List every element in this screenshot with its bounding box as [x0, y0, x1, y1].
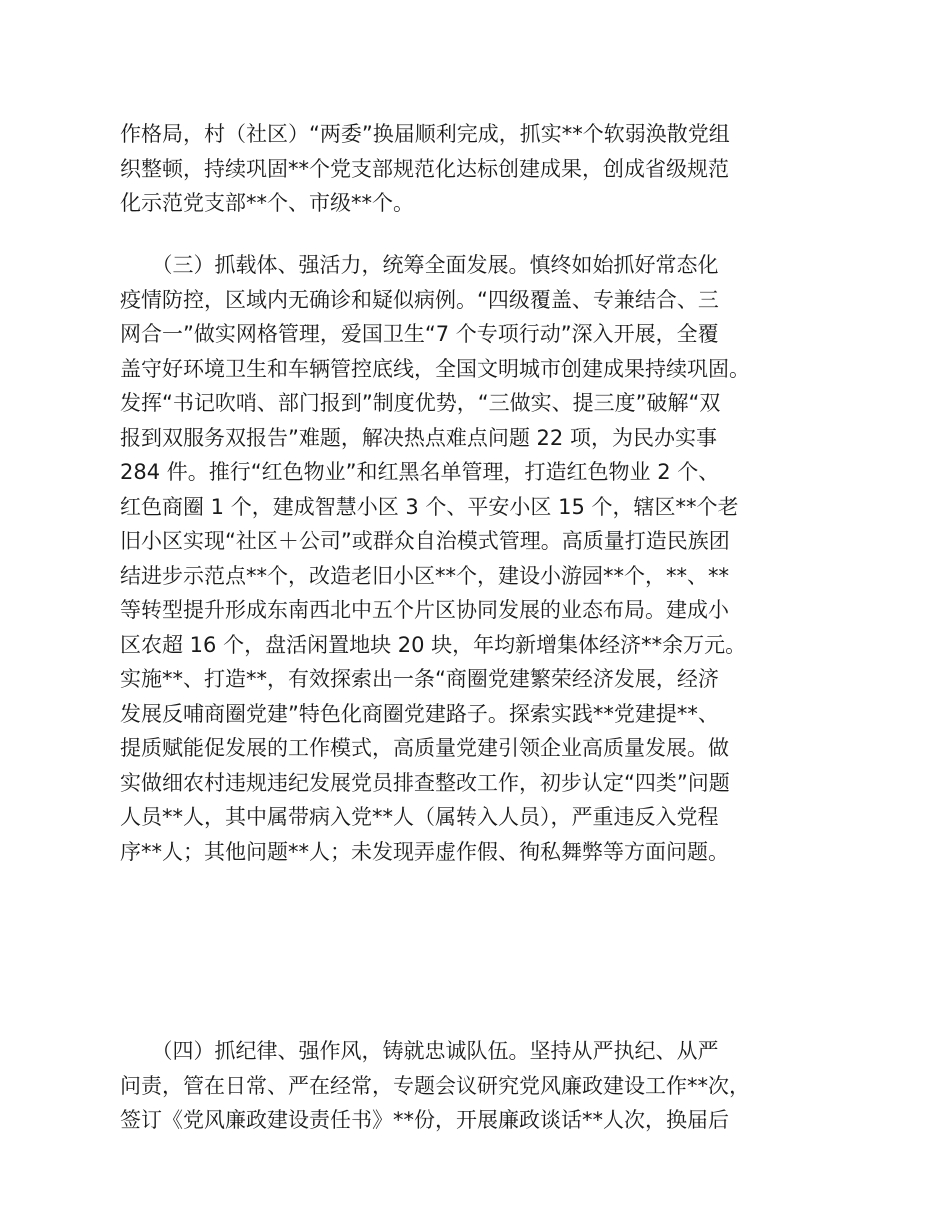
text-line: 发展反哺商圈党建”特色化商圈党建路子。探索实践**党建提**、 — [120, 701, 719, 726]
text-line: 作格局，村（社区）“两委”换届顺利完成，抓实**个软弱涣散党组 — [120, 122, 730, 146]
text-line: 红色商圈 1 个，建成智慧小区 3 个、平安小区 15 个，辖区**个老 — [120, 494, 739, 519]
paragraph-3 — [120, 1034, 862, 1138]
text-line: 区农超 16 个，盘活闲置地块 20 块，年均新增集体经济**余万元。 — [120, 632, 747, 657]
text-line: （三）抓载体、强活力，统筹全面发展。慎终如始抓好常态化 — [120, 253, 719, 277]
text-line: 实做细农村违规违纪发展党员排查整改工作，初步认定“四类”问题 — [120, 770, 730, 795]
text-line: 化示范党支部**个、市级**个。 — [120, 191, 414, 215]
text-line: 人员**人，其中属带病入党**人（属转入人员），严重违反入党程 — [120, 805, 719, 829]
text-line: 签订《党风廉政建设责任书》**份，开展廉政谈话**人次，换届后 — [120, 1108, 729, 1132]
text-line: 问责，管在日常、严在经常，专题会议研究党风廉政建设工作**次， — [120, 1073, 750, 1098]
text-line: 结进步示范点**个，改造老旧小区**个，建设小游园**个，**、** — [120, 563, 729, 588]
text-line: 旧小区实现“社区＋公司”或群众自治模式管理。高质量打造民族团 — [120, 529, 730, 553]
paragraph-1 — [120, 117, 862, 221]
paragraph-2 — [120, 248, 862, 869]
text-line: 织整顿，持续巩固**个党支部规范化达标创建成果，创成省级规范 — [120, 156, 729, 181]
text-line: 提质赋能促发展的工作模式，高质量党建引领企业高质量发展。做 — [120, 736, 729, 760]
text-line: 序**人；其他问题**人；未发现弄虚作假、徇私舞弊等方面问题。 — [120, 839, 729, 864]
text-line: 等转型提升形成东南西北中五个片区协同发展的业态布局。建成小 — [120, 598, 729, 622]
text-line: （四）抓纪律、强作风，铸就忠诚队伍。坚持从严执纪、从严 — [120, 1039, 719, 1063]
text-line: 284 件。推行“红色物业”和红黑名单管理，打造红色物业 2 个、 — [120, 460, 720, 484]
text-line: 发挥“书记吹哨、部门报到”制度优势，“三做实、提三度”破解“双 — [120, 391, 721, 415]
text-line: 实施**、打造**，有效探索出一条“商圈党建繁荣经济发展，经济 — [120, 667, 719, 691]
text-line: 疫情防控，区域内无确诊和疑似病例。“四级覆盖、专兼结合、三 — [120, 287, 719, 312]
text-line: 网合一”做实网格管理，爱国卫生“7 个专项行动”深入开展，全覆 — [120, 322, 719, 346]
text-line: 盖守好环境卫生和车辆管控底线，全国文明城市创建成果持续巩固。 — [120, 356, 750, 381]
text-line: 报到双服务双报告”难题，解决热点难点问题 22 项，为民办实事 — [120, 425, 717, 450]
